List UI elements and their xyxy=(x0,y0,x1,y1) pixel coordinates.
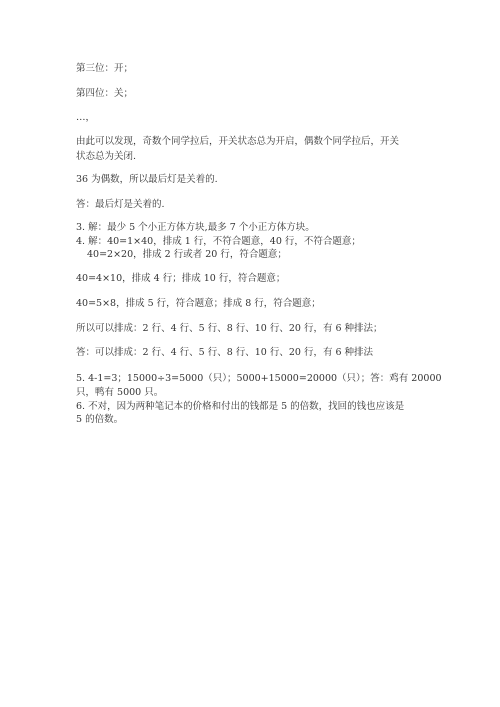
text-line: 第三位：开； xyxy=(76,63,134,74)
text-line: 6. 不对，因为两种笔记本的价格和付出的钱都是 5 的倍数，找回的钱也应该是 xyxy=(76,401,405,412)
text-line: 40=4×10，排成 4 行；排成 10 行，符合题意； xyxy=(76,273,286,284)
text-line: 答：可以排成：2 行、4 行、5 行、8 行、10 行、20 行，有 6 种排法 xyxy=(76,347,374,358)
text-line: 状态总为关闭. xyxy=(76,151,137,162)
text-line: 只，鸭有 5000 只。 xyxy=(76,387,164,398)
text-line: 所以可以排成：2 行、4 行、5 行、8 行、10 行、20 行，有 6 种排法； xyxy=(76,323,383,334)
text-line: 36 为偶数，所以最后灯是关着的. xyxy=(76,174,218,185)
text-line: 4. 解：40=1×40，排成 1 行，不符合题意，40 行，不符合题意； xyxy=(76,236,361,247)
text-line: 5. 4-1=3；15000÷3=5000（只）；5000+15000=20000（只）；答：鸡有 20000 xyxy=(76,373,442,384)
text-line: 答：最后灯是关着的. xyxy=(76,199,165,210)
text-line: 40=5×8，排成 5 行，符合题意；排成 8 行，符合题意； xyxy=(76,298,321,309)
text-line: 3. 解：最少 5 个小正方体方块,最多 7 个小正方体方块。 xyxy=(76,222,315,233)
text-line: 40=2×20，排成 2 行或者 20 行，符合题意； xyxy=(87,249,287,260)
text-line: 由此可以发现，奇数个同学拉后，开关状态总为开启，偶数个同学拉后，开关 xyxy=(76,136,400,147)
text-line: 5 的倍数。 xyxy=(76,414,124,425)
text-line: 第四位：关； xyxy=(76,88,134,99)
text-line: …， xyxy=(76,112,96,123)
